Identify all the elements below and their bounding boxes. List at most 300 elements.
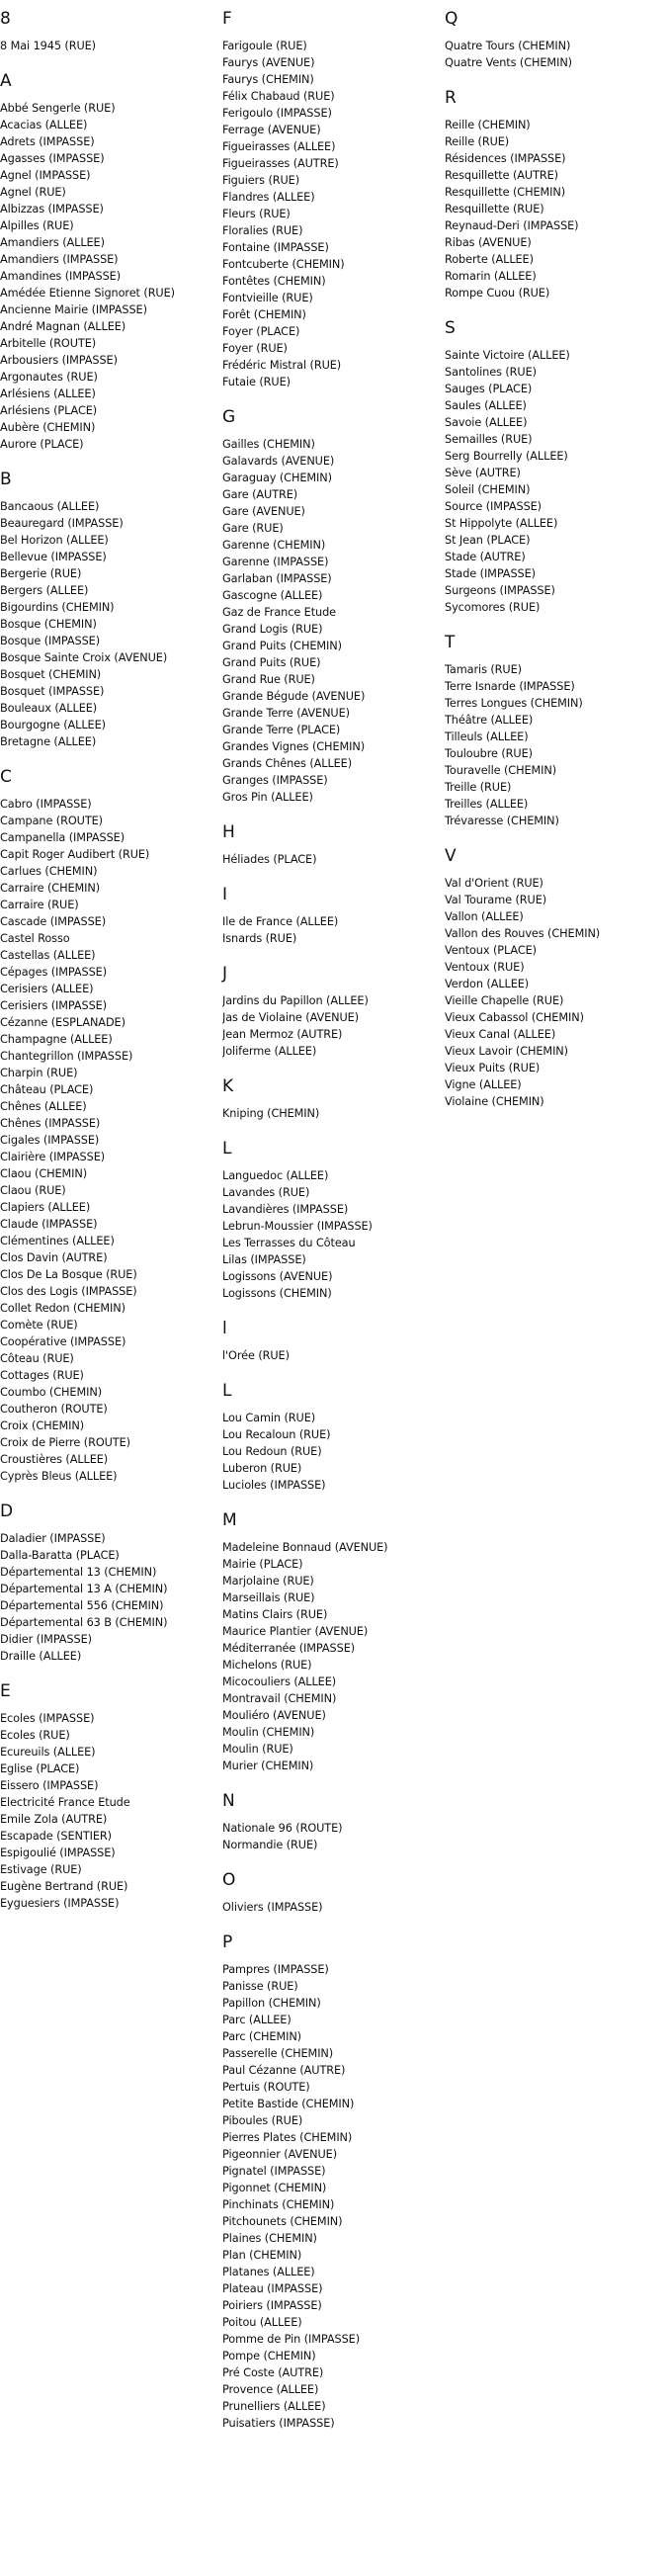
street-item: Garaguay (CHEMIN) [222,472,332,484]
street-item: Pré Coste (AUTRE) [222,2366,324,2379]
street-item: Bancaous (ALLEE) [0,500,100,513]
street-item: Plateau (IMPASSE) [222,2282,323,2295]
street-item: Agnel (IMPASSE) [0,169,91,182]
section-letter-heading: l [222,1319,227,1338]
street-item: Verdon (ALLEE) [445,978,530,990]
street-item: Héliades (PLACE) [222,853,317,866]
street-item: Eissero (IMPASSE) [0,1779,99,1792]
street-item: Trévaresse (CHEMIN) [445,815,559,827]
street-item: Stade (AUTRE) [445,551,526,563]
street-item: Pompe (CHEMIN) [222,2350,316,2362]
letter-section [222,1510,445,1774]
street-item: Estivage (RUE) [0,1863,82,1876]
street-item: Surgeons (IMPASSE) [445,584,555,597]
street-item: Claou (RUE) [0,1184,66,1197]
street-item: Floralies (RUE) [222,224,303,237]
street-list [445,38,667,71]
street-item: Cyprès Bleus (ALLEE) [0,1470,118,1483]
letter-section [0,767,222,1485]
letter-section [222,1381,445,1494]
section-letter-heading: O [222,1870,236,1890]
street-item: Garenne (CHEMIN) [222,539,326,552]
street-item: Alpilles (RUE) [0,219,74,232]
street-item: Jean Mermoz (AUTRE) [222,1028,343,1041]
street-item: Bretagne (ALLEE) [0,735,97,748]
section-letter-heading: P [222,1932,233,1952]
street-list [0,38,222,54]
street-item: Romarin (ALLEE) [445,270,537,283]
street-item: Cerisiers (IMPASSE) [0,999,108,1012]
street-item: Pinchinats (CHEMIN) [222,2198,335,2211]
section-letter-heading: R [445,88,457,108]
letter-section [222,1076,445,1122]
street-list [222,1961,445,2432]
street-item: Languedoc (ALLEE) [222,1169,329,1182]
street-item: Carlues (CHEMIN) [0,865,98,878]
street-item: Kniping (CHEMIN) [222,1107,320,1120]
street-item: Pitchounets (CHEMIN) [222,2215,343,2228]
street-item: Arbitelle (ROUTE) [0,337,97,350]
street-item: Didier (IMPASSE) [0,1633,92,1646]
street-item: Capit Roger Audibert (RUE) [0,848,150,861]
street-item: Forêt (CHEMIN) [222,308,306,321]
street-item: Grande Bégude (AVENUE) [222,690,366,703]
street-item: Pampres (IMPASSE) [222,1963,329,1976]
street-item: Amédée Etienne Signoret (RUE) [0,287,175,300]
letter-section [222,964,445,1060]
street-item: Foyer (PLACE) [222,325,300,338]
street-item: Clos des Logis (IMPASSE) [0,1285,137,1298]
street-item: Croix (CHEMIN) [0,1419,85,1432]
section-letter-heading: B [0,470,12,489]
street-item: Les Terrasses du Côteau [222,1237,356,1249]
street-item: Figueirasses (ALLEE) [222,140,336,153]
street-item: Puisatiers (IMPASSE) [222,2417,335,2430]
street-item: Tilleuls (ALLEE) [445,730,529,743]
street-item: Grande Terre (AVENUE) [222,707,350,720]
street-item: Daladier (IMPASSE) [0,1532,106,1545]
section-letter-heading: K [222,1076,234,1096]
street-item: Chênes (ALLEE) [0,1100,87,1113]
letter-section [445,88,667,301]
street-list [222,1167,445,1302]
street-item: Charpin (RUE) [0,1067,78,1079]
street-item: Logissons (CHEMIN) [222,1287,332,1300]
street-item: Gare (AVENUE) [222,505,305,518]
section-letter-heading: C [0,767,12,787]
street-item: Vieux Puits (RUE) [445,1062,541,1074]
street-item: Bouleaux (ALLEE) [0,702,98,715]
street-item: Beauregard (IMPASSE) [0,517,124,530]
street-item: Claude (IMPASSE) [0,1218,98,1231]
street-list [222,436,445,806]
street-item: Arlésiens (ALLEE) [0,387,96,400]
street-item: Source (IMPASSE) [445,500,542,513]
street-item: Escapade (SENTIER) [0,1830,112,1843]
street-item: Coopérative (IMPASSE) [0,1335,126,1348]
street-item: Gaz de France Etude [222,606,337,619]
street-item: Provence (ALLEE) [222,2383,319,2396]
street-item: Moulin (CHEMIN) [222,1726,315,1739]
street-item: Ecoles (RUE) [0,1729,70,1742]
street-item: Paul Cézanne (AUTRE) [222,2064,346,2077]
street-item: Granges (IMPASSE) [222,774,328,787]
street-item: Semailles (RUE) [445,433,533,446]
street-item: Fontêtes (CHEMIN) [222,275,326,288]
street-item: Ventoux (RUE) [445,961,525,974]
street-item: Aubère (CHEMIN) [0,421,96,434]
street-item: Bosque Sainte Croix (AVENUE) [0,651,168,664]
letter-section [222,407,445,806]
street-item: Santolines (RUE) [445,366,537,379]
section-letter-heading: S [445,318,456,338]
street-item: Rompe Cuou (RUE) [445,287,550,300]
section-letter-heading: N [222,1791,235,1811]
street-item: Castellas (ALLEE) [0,949,96,962]
street-item: Normandie (RUE) [222,1839,318,1851]
street-item: Cézanne (ESPLANADE) [0,1016,125,1029]
street-item: Lilas (IMPASSE) [222,1253,306,1266]
street-item: Pertuis (ROUTE) [222,2081,310,2094]
street-item: Agasses (IMPASSE) [0,152,105,165]
street-item: Bigourdins (CHEMIN) [0,601,115,614]
street-item: Electricité France Etude [0,1796,130,1809]
letter-section [0,470,222,750]
street-item: Oliviers (IMPASSE) [222,1901,323,1914]
street-item: Gailles (CHEMIN) [222,438,315,451]
street-item: Lebrun-Moussier (IMPASSE) [222,1220,373,1233]
street-item: Panisse (RUE) [222,1980,298,1993]
street-item: Grand Puits (RUE) [222,656,321,669]
section-letter-heading: 8 [0,9,11,29]
letter-section [0,1681,222,1912]
street-item: Vieux Canal (ALLEE) [445,1028,556,1041]
street-item: Collet Redon (CHEMIN) [0,1302,125,1315]
street-list [0,100,222,453]
street-item: Marseillais (RUE) [222,1591,315,1604]
street-item: Faurys (AVENUE) [222,56,315,69]
street-item: Luberon (RUE) [222,1462,302,1475]
letter-section [222,1870,445,1916]
street-item: Madeleine Bonnaud (AVENUE) [222,1541,388,1554]
street-item: Comète (RUE) [0,1319,78,1331]
street-item: Cépages (IMPASSE) [0,966,108,979]
street-item: Petite Bastide (CHEMIN) [222,2098,355,2110]
street-item: Vieille Chapelle (RUE) [445,994,564,1007]
street-item: Acacias (ALLEE) [0,119,88,131]
street-item: Adrets (IMPASSE) [0,135,95,148]
street-item: Montravail (CHEMIN) [222,1692,337,1705]
street-item: Cabro (IMPASSE) [0,798,92,811]
street-item: Vallon des Rouves (CHEMIN) [445,927,601,940]
street-item: Amandines (IMPASSE) [0,270,122,283]
street-item: Résidences (IMPASSE) [445,152,566,165]
street-item: Ancienne Mairie (IMPASSE) [0,303,147,316]
street-item: Jardins du Papillon (ALLEE) [222,994,369,1007]
street-item: Terres Longues (CHEMIN) [445,697,583,710]
street-item: Pierres Plates (CHEMIN) [222,2131,353,2144]
street-item: Claou (CHEMIN) [0,1167,88,1180]
street-item: Gare (RUE) [222,522,284,535]
letter-section [222,1319,445,1364]
street-item: Arbousiers (IMPASSE) [0,354,118,367]
street-item: Arlésiens (PLACE) [0,404,98,417]
index-column-3 [445,9,667,1127]
street-item: Ile de France (ALLEE) [222,915,339,928]
street-item: Logissons (AVENUE) [222,1270,333,1283]
street-item: Ferigoulo (IMPASSE) [222,107,332,120]
street-list [222,1347,445,1364]
street-list [222,38,445,390]
street-item: Reille (CHEMIN) [445,119,531,131]
section-letter-heading: T [445,633,456,652]
street-item: Parc (ALLEE) [222,2014,292,2026]
letter-section [222,1791,445,1853]
street-item: Parc (CHEMIN) [222,2030,301,2043]
street-list [0,796,222,1485]
street-item: Bosquet (IMPASSE) [0,685,105,698]
street-list [222,1820,445,1853]
street-item: Treille (RUE) [445,781,512,794]
street-item: Ecoles (IMPASSE) [0,1712,95,1725]
street-item: Eyguesiers (IMPASSE) [0,1897,120,1910]
street-item: Michelons (RUE) [222,1659,312,1672]
street-item: Eugène Bertrand (RUE) [0,1880,128,1893]
street-item: Platanes (ALLEE) [222,2266,315,2278]
street-item: Abbé Sengerle (RUE) [0,102,116,115]
street-item: Méditerranée (IMPASSE) [222,1642,356,1655]
street-item: Clairière (IMPASSE) [0,1151,106,1163]
street-item: Tamaris (RUE) [445,663,522,676]
street-item: Bellevue (IMPASSE) [0,551,107,563]
street-item: Micocouliers (ALLEE) [222,1675,337,1688]
street-item: Val Tourame (RUE) [445,894,547,906]
street-item: Dalla-Baratta (PLACE) [0,1549,120,1562]
street-item: Galavards (AVENUE) [222,455,335,468]
street-list [0,498,222,750]
street-item: Figueirasses (AUTRE) [222,157,339,170]
street-item: Emile Zola (AUTRE) [0,1813,108,1826]
street-item: Faurys (CHEMIN) [222,73,314,86]
street-item: Plan (CHEMIN) [222,2249,302,2262]
street-item: Saules (ALLEE) [445,399,527,412]
street-item: Marjolaine (RUE) [222,1575,314,1588]
street-item: Félix Chabaud (RUE) [222,90,335,103]
street-item: Argonautes (RUE) [0,371,98,384]
street-item: Mairie (PLACE) [222,1558,303,1571]
street-list [222,1105,445,1122]
street-item: Clos Davin (AUTRE) [0,1251,108,1264]
street-item: Théâtre (ALLEE) [445,714,534,727]
letter-section [0,71,222,453]
street-item: Agnel (RUE) [0,186,66,199]
street-item: Chênes (IMPASSE) [0,1117,101,1130]
street-item: Côteau (RUE) [0,1352,74,1365]
street-item: Clapiers (ALLEE) [0,1201,91,1214]
street-item: Moulin (RUE) [222,1743,293,1756]
street-item: Ribas (AVENUE) [445,236,532,249]
street-item: Sycomores (RUE) [445,601,541,614]
section-letter-heading: Q [445,9,459,29]
street-item: Champagne (ALLEE) [0,1033,113,1046]
street-item: Val d'Orient (RUE) [445,877,543,890]
street-item: Départemental 556 (CHEMIN) [0,1599,164,1612]
street-item: Départemental 13 A (CHEMIN) [0,1583,168,1595]
street-item: Cerisiers (ALLEE) [0,983,94,995]
street-item: Campane (ROUTE) [0,815,103,827]
street-item: Lou Recaloun (RUE) [222,1428,331,1441]
street-item: Flandres (ALLEE) [222,191,315,204]
index-column-2 [222,9,445,2448]
street-item: Grand Logis (RUE) [222,623,323,636]
street-item: Mouliéro (AVENUE) [222,1709,326,1722]
section-letter-heading: J [222,964,228,984]
street-item: Papillon (CHEMIN) [222,1997,321,2010]
street-item: Treilles (ALLEE) [445,798,529,811]
street-item: Ferrage (AVENUE) [222,124,321,136]
street-item: Croustières (ALLEE) [0,1453,109,1466]
street-list [222,913,445,947]
street-item: Vigne (ALLEE) [445,1078,522,1091]
street-item: Sève (AUTRE) [445,467,521,479]
street-item: Draille (ALLEE) [0,1650,82,1663]
street-item: Carraire (RUE) [0,899,79,911]
street-list [222,851,445,868]
street-item: Soleil (CHEMIN) [445,483,531,496]
street-item: Grande Terre (PLACE) [222,724,341,736]
street-item: Farigoule (RUE) [222,40,307,52]
street-item: Clémentines (ALLEE) [0,1235,115,1247]
street-item: Poiriers (IMPASSE) [222,2299,322,2312]
street-item: Maurice Plantier (AVENUE) [222,1625,369,1638]
street-item: Cigales (IMPASSE) [0,1134,100,1147]
street-item: Lou Camin (RUE) [222,1412,316,1424]
section-letter-heading: L [222,1139,232,1159]
street-item: Cottages (RUE) [0,1369,84,1382]
street-item: Roberte (ALLEE) [445,253,534,266]
street-item: Bosque (IMPASSE) [0,635,101,647]
street-item: André Magnan (ALLEE) [0,320,126,333]
street-item: Savoie (ALLEE) [445,416,528,429]
street-item: Jas de Violaine (AVENUE) [222,1011,360,1024]
street-item: Bosquet (CHEMIN) [0,668,102,681]
street-list [222,992,445,1060]
street-list [222,1410,445,1494]
street-list [0,1710,222,1912]
street-item: Lou Redoun (RUE) [222,1445,322,1458]
street-item: Gare (AUTRE) [222,488,298,501]
street-item: Sauges (PLACE) [445,383,533,395]
street-item: l'Orée (RUE) [222,1349,290,1362]
street-item: Grand Rue (RUE) [222,673,315,686]
street-list [445,347,667,616]
street-item: Grands Chênes (ALLEE) [222,757,353,770]
street-item: St Jean (PLACE) [445,534,531,547]
street-item: Gascogne (ALLEE) [222,589,323,602]
street-item: Aurore (PLACE) [0,438,84,451]
street-item: Passerelle (CHEMIN) [222,2047,334,2060]
street-item: Chantegrillon (IMPASSE) [0,1050,133,1063]
street-item: Coumbo (CHEMIN) [0,1386,103,1399]
street-item: Vallon (ALLEE) [445,910,524,923]
street-item: Resquillette (AUTRE) [445,169,558,182]
letter-section [222,822,445,868]
section-letter-heading: H [222,822,235,842]
street-item: Amandiers (IMPASSE) [0,253,119,266]
street-item: Prunelliers (ALLEE) [222,2400,326,2413]
street-item: St Hippolyte (ALLEE) [445,517,558,530]
street-item: Départemental 13 (CHEMIN) [0,1566,157,1579]
letter-section [222,1932,445,2432]
street-item: Reille (RUE) [445,135,510,148]
street-item: Castel Rosso [0,932,70,945]
street-item: Pomme de Pin (IMPASSE) [222,2333,361,2346]
letter-section [0,1502,222,1665]
street-item: Fontcuberte (CHEMIN) [222,258,345,271]
street-item: Pigeonnier (AVENUE) [222,2148,338,2161]
street-item: Espigoulié (IMPASSE) [0,1846,116,1859]
letter-section [445,9,667,71]
section-letter-heading: E [0,1681,11,1701]
street-item: Carraire (CHEMIN) [0,882,101,895]
street-item: Resquillette (RUE) [445,203,544,215]
street-item: Piboules (RUE) [222,2114,303,2127]
street-list [0,1530,222,1665]
street-item: Amandiers (ALLEE) [0,236,105,249]
letter-section [222,9,445,390]
section-letter-heading: L [222,1381,232,1401]
street-item: Serg Bourrelly (ALLEE) [445,450,568,463]
street-item: Lavandes (RUE) [222,1186,310,1199]
street-item: Touloubre (RUE) [445,747,533,760]
street-item: Quatre Vents (CHEMIN) [445,56,572,69]
street-item: Pigonnet (CHEMIN) [222,2182,327,2194]
index-column-1 [0,9,222,1929]
street-list [445,875,667,1110]
street-item: Quatre Tours (CHEMIN) [445,40,571,52]
street-item: Frédéric Mistral (RUE) [222,359,342,372]
street-item: Plaines (CHEMIN) [222,2232,317,2245]
letter-section [445,318,667,616]
section-letter-heading: G [222,407,236,427]
street-item: Château (PLACE) [0,1083,94,1096]
street-item: Stade (IMPASSE) [445,567,536,580]
street-item: Pignatel (IMPASSE) [222,2165,326,2178]
street-item: Sainte Victoire (ALLEE) [445,349,570,362]
street-item: Bosque (CHEMIN) [0,618,97,631]
street-item: Départemental 63 B (CHEMIN) [0,1616,168,1629]
street-item: Garlaban (IMPASSE) [222,572,332,585]
street-item: Terre Isnarde (IMPASSE) [445,680,575,693]
street-item: Bergerie (RUE) [0,567,82,580]
street-item: Coutheron (ROUTE) [0,1403,108,1416]
street-item: Clos De La Bosque (RUE) [0,1268,137,1281]
street-list [445,661,667,829]
street-item: Joliferme (ALLEE) [222,1045,317,1058]
section-letter-heading: V [445,846,457,866]
section-letter-heading: A [0,71,12,91]
street-item: Vieux Lavoir (CHEMIN) [445,1045,568,1058]
street-item: Garenne (IMPASSE) [222,556,329,568]
street-item: Bel Horizon (ALLEE) [0,534,109,547]
letter-section [0,9,222,54]
street-item: Murier (CHEMIN) [222,1760,314,1772]
street-item: Isnards (RUE) [222,932,297,945]
street-item: Fontaine (IMPASSE) [222,241,329,254]
street-item: Ventoux (PLACE) [445,944,537,957]
street-item: Cascade (IMPASSE) [0,915,107,928]
street-item: Vieux Cabassol (CHEMIN) [445,1011,584,1024]
